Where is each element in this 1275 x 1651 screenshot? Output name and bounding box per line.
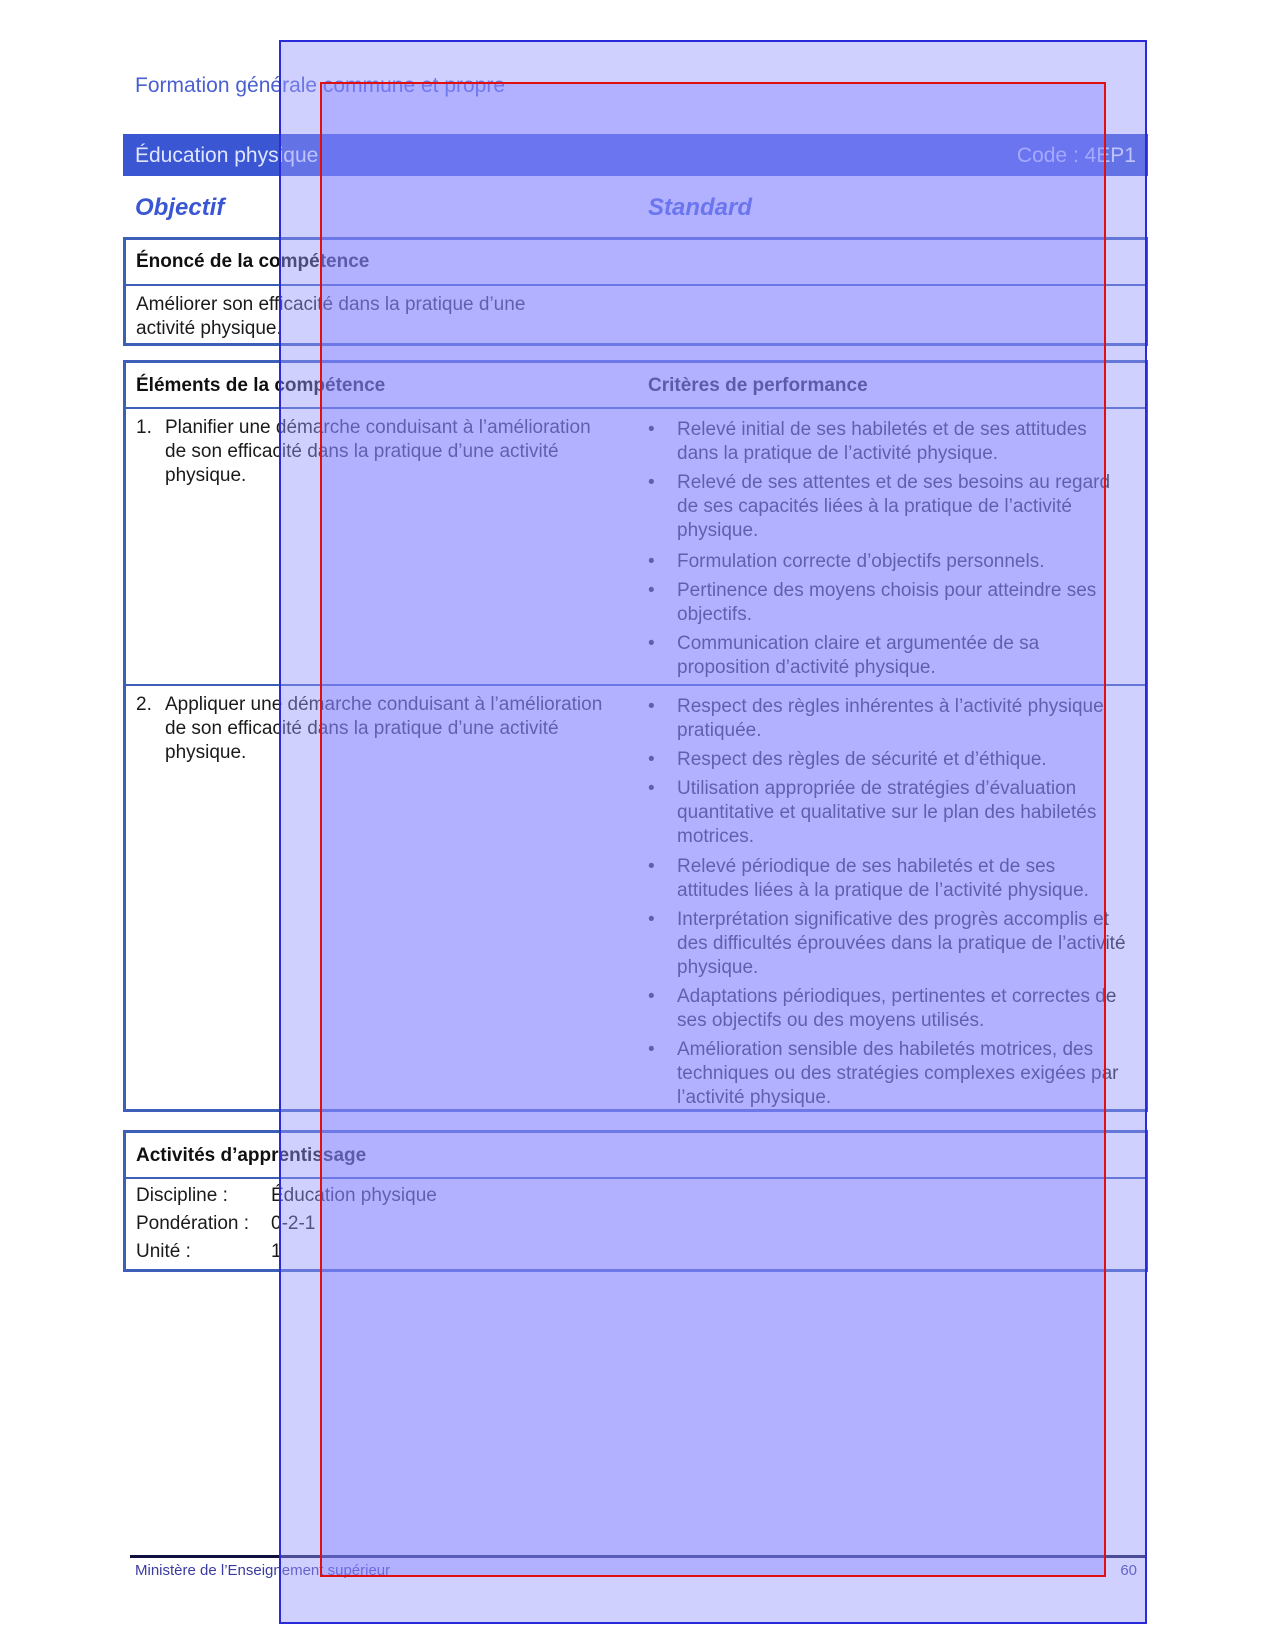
- ponderation-value: 0-2-1: [271, 1213, 316, 1234]
- criterion-text: Utilisation appropriée de stratégies d’évaluation quantitative et qualitative sur le plan des habiletés motrices.: [677, 778, 1097, 847]
- criterion-text: Respect des règles de sécurité et d’éthique.: [677, 749, 1047, 770]
- course-title: Éducation physique: [135, 144, 319, 167]
- criterion-text: Relevé initial de ses habiletés et de ses attitudes dans la pratique de l’activité physique.: [677, 419, 1087, 464]
- criterion-text: Relevé de ses attentes et de ses besoins au regard de ses capacités liées à la pratique de l’activité physique.: [677, 472, 1111, 541]
- element-number: 1.: [136, 417, 152, 438]
- criterion-text: Respect des règles inhérentes à l’activité physique pratiquée.: [677, 696, 1104, 741]
- bullet-icon: •: [648, 749, 655, 770]
- criterion-text: Communication claire et argumentée de sa proposition d’activité physique.: [677, 633, 1040, 678]
- criterion-text: Interprétation significative des progrès accomplis et des difficultés éprouvées dans la pratique de l’activité physique.: [677, 909, 1126, 978]
- bullet-icon: •: [648, 472, 655, 493]
- bullet-icon: •: [648, 1039, 655, 1060]
- bullet-icon: •: [648, 696, 655, 717]
- ponderation-label: Pondération :: [136, 1213, 250, 1234]
- objectif-heading: Objectif: [135, 194, 225, 221]
- standard-heading: Standard: [648, 194, 753, 221]
- bullet-icon: •: [648, 856, 655, 877]
- unite-label: Unité :: [136, 1241, 191, 1262]
- page-number: 60: [1120, 1562, 1137, 1579]
- footer-ministry: Ministère de l’Enseignement supérieur: [135, 1562, 391, 1579]
- document-subtitle: Formation générale commune et propre: [135, 74, 506, 97]
- selection-overlay-inner: [320, 82, 1106, 1577]
- discipline-value: Éducation physique: [271, 1185, 437, 1206]
- bullet-icon: •: [648, 778, 655, 799]
- bullet-icon: •: [648, 909, 655, 930]
- bullet-icon: •: [648, 633, 655, 654]
- criteria-title: Critères de performance: [648, 375, 868, 396]
- element-text: Appliquer une démarche conduisant à l’amélioration de son efficacité dans la pratique d’une activité physique.: [165, 694, 603, 763]
- criterion-text: Adaptations périodiques, pertinentes et correctes de ses objectifs ou des moyens utilisés.: [677, 986, 1117, 1031]
- element-number: 2.: [136, 694, 152, 715]
- discipline-label: Discipline :: [136, 1185, 228, 1206]
- criterion-text: Formulation correcte d’objectifs personnels.: [677, 551, 1045, 572]
- course-code: Code : 4EP1: [1016, 144, 1136, 167]
- unite-value: 1: [271, 1241, 282, 1262]
- criterion-text: Amélioration sensible des habiletés motrices, des techniques ou des stratégies complexes exigées par l’activité physique.: [677, 1039, 1119, 1108]
- elements-title: Éléments de la compétence: [136, 375, 386, 396]
- enonce-text-line-2: activité physique.: [136, 318, 282, 339]
- criterion-text: Relevé périodique de ses habiletés et de ses attitudes liées à la pratique de l’activité physique.: [677, 856, 1089, 901]
- element-text: Planifier une démarche conduisant à l’amélioration de son efficacité dans la pratique d’une activité physique.: [165, 417, 591, 486]
- bullet-icon: •: [648, 551, 655, 572]
- enonce-title: Énoncé de la compétence: [136, 251, 370, 272]
- criterion-text: Pertinence des moyens choisis pour atteindre ses objectifs.: [677, 580, 1097, 625]
- bullet-icon: •: [648, 419, 655, 440]
- enonce-text-line-1: Améliorer son efficacité dans la pratique d’une: [136, 294, 526, 315]
- bullet-icon: •: [648, 580, 655, 601]
- bullet-icon: •: [648, 986, 655, 1007]
- activites-title: Activités d’apprentissage: [136, 1145, 367, 1166]
